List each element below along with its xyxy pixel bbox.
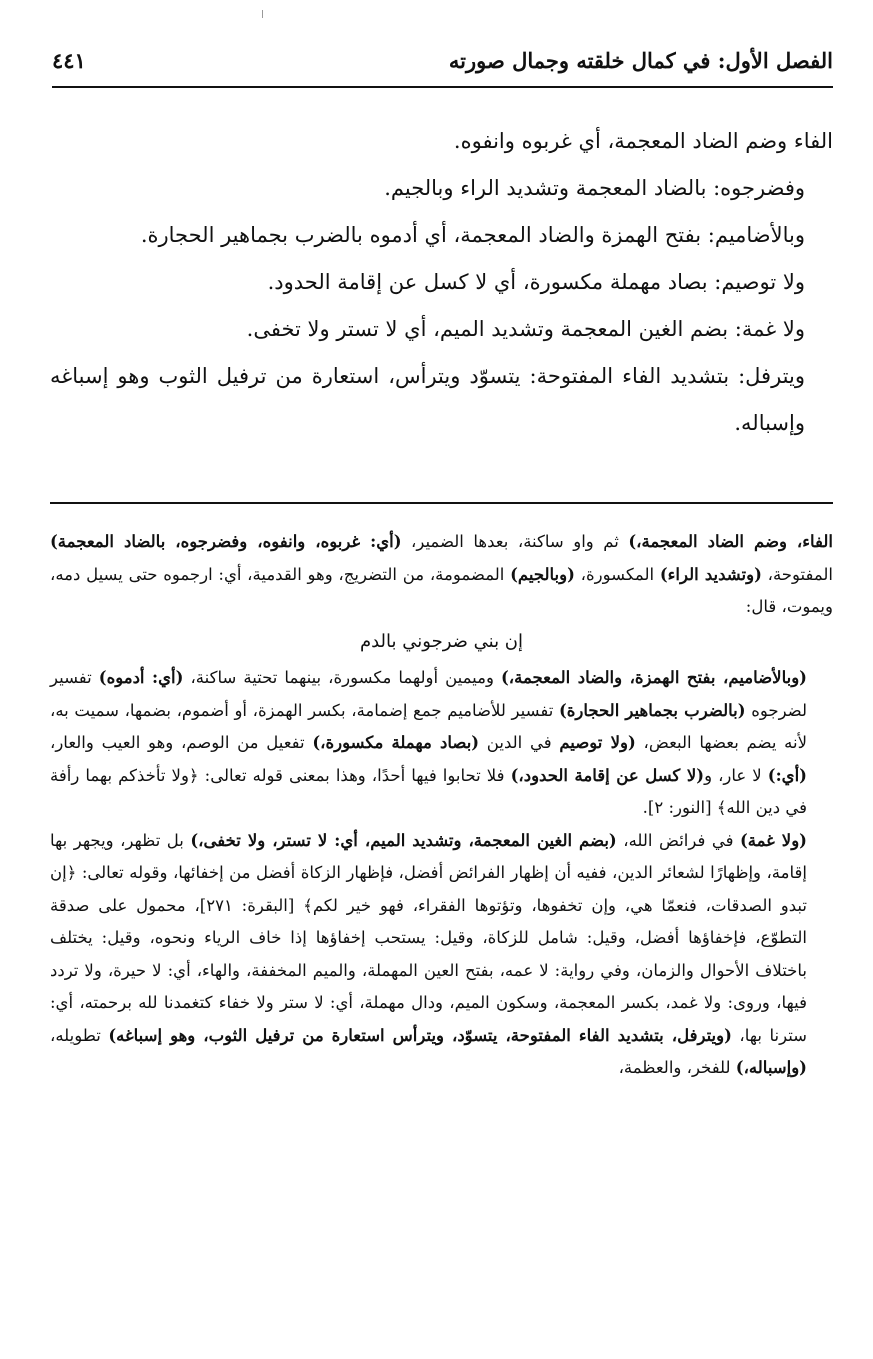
bold-quote: (وبالجيم) (510, 564, 575, 584)
bold-quote: الفاء، وضم الضاد المعجمة،) (628, 532, 833, 551)
main-line: ويترفل: بتشديد الفاء المفتوحة: يتسوّد ويترأس، استعارة من ترفيل الثوب وهو إسباغه وإسباله. (50, 364, 805, 435)
bold-quote: (ولا توصيم (559, 733, 636, 752)
separator-rule (50, 502, 833, 504)
page-header (52, 40, 833, 88)
bold-quote: (وتشديد الراء) (659, 564, 762, 584)
bold-quote: (بالضرب بجماهير الحجارة) (558, 700, 746, 720)
commentary (50, 526, 833, 1085)
commentary-paragraph (50, 662, 833, 825)
main-line: ولا توصيم: بصاد مهملة مكسورة، أي لا كسل عن إقامة الحدود. (267, 270, 805, 294)
poetry-verse: إن بني ضرجوني بالدم (359, 630, 524, 652)
commentary-text: تفسير لضرجوه (50, 668, 808, 720)
commentary-text: بل تظهر، ويجهر بها إقامة، وإظهارًا لشعائر الدين، ففيه أن إظهار الفرائض أفضل، فإظهار الزكاة أفضل من إخفائها، وقوله تعالى: ﴿إن تبدو الصدقات، فنعمّا هي، وإن تخفوها، وتؤتوها الفقراء، فهو خير لكم﴾ [البقرة: ٢٧١]، محمول على صدقة التطوّع، فإخفاؤها أفضل، وقيل: شامل للزكاة، وقيل: يستحب إخفاؤها إذا خاف الرياء ونحوه، وقيل: يختلف باختلاف الأحوال والزمان، وفي رواية: لا عمه، بفتح العين المهملة، والميم المخففة، والهاء، أي: لا حيرة، ولا تردد فيها، وروى: ولا غمد، بكسر المعجمة، وسكون الميم، ودال مهملة، أي: لا ستر ولا خفاء كتغمدنا لله برحمته، أي: سترنا بها، (50, 830, 807, 1045)
commentary-paragraph (50, 526, 833, 624)
bold-quote: (بصاد مهملة مكسورة،) (312, 733, 480, 752)
commentary-text: تفسير للأضاميم جمع إضمامة، بكسر الهمزة، أو أضموم، بضمها، سميت به، لأنه يضم بعضها البعض، (50, 700, 807, 752)
bold-quote: (بضم الغين المعجمة، وتشديد الميم، أي: لا تستر، ولا تخفى،) (190, 830, 617, 850)
commentary-text: في الدين (479, 733, 560, 752)
bold-quote: (وإسباله،) (735, 1058, 807, 1077)
bold-quote: (ويترفل، بتشديد الفاء المفتوحة، يتسوّد، ويترأس استعارة من ترفيل الثوب، وهو إسباغه) (108, 1025, 732, 1045)
bold-quote: (وبالأضاميم، بفتح الهمزة، والضاد المعجمة،) (500, 668, 807, 687)
commentary-text: لا عار، و (704, 765, 768, 785)
commentary-text: المكسورة، (574, 564, 660, 584)
commentary-text: المفتوحة، (761, 564, 833, 584)
commentary-text: فلا تحابوا فيها أحدًا، وهذا بمعنى قوله تعالى: ﴿ولا تأخذكم بهما رأفة في دين الله﴾ [النور: ٢]. (50, 765, 807, 817)
main-text (50, 118, 833, 447)
main-line: وفضرجوه: بالضاد المعجمة وتشديد الراء وبالجيم. (384, 176, 805, 200)
scan-mark (262, 10, 263, 18)
commentary-text: المضمومة، من التضريج، وهو القدمية، أي: ارجموه حتى يسيل دمه، ويموت، قال: (50, 564, 833, 616)
chapter-title: الفصل الأول: في كمال خلقته وجمال صورته (448, 48, 833, 73)
bold-quote: (لا كسل عن إقامة الحدود،) (510, 765, 705, 785)
commentary-text: تطويله، (50, 1025, 109, 1045)
bold-quote: (ولا غمة) (739, 830, 807, 850)
bold-quote: (أي:) (767, 765, 807, 785)
bold-quote: (أي: غربوه، وانفوه، وفضرجوه، بالضاد المعجمة) (50, 532, 402, 551)
commentary-text: تفعيل من الوصم، وهو العيب والعار، (50, 733, 313, 752)
page-number: ٤٤١ (52, 48, 86, 73)
main-line: الفاء وضم الضاد المعجمة، أي غربوه وانفوه. (453, 129, 833, 153)
commentary-text: في فرائض الله، (616, 830, 740, 850)
commentary-text: ثم واو ساكنة، بعدها الضمير، (401, 532, 629, 551)
commentary-paragraph (50, 825, 833, 1085)
bold-quote: (أي: أدموه) (98, 668, 184, 687)
commentary-text: وميمين أولهما مكسورة، بينهما تحتية ساكنة، (183, 668, 501, 687)
commentary-text: للفخر، والعظمة، (618, 1058, 736, 1077)
main-line: ولا غمة: بضم الغين المعجمة وتشديد الميم، أي لا تستر ولا تخفى. (246, 317, 805, 341)
main-line: وبالأضاميم: بفتح الهمزة والضاد المعجمة، أي أدموه بالضرب بجماهير الحجارة. (140, 223, 805, 247)
